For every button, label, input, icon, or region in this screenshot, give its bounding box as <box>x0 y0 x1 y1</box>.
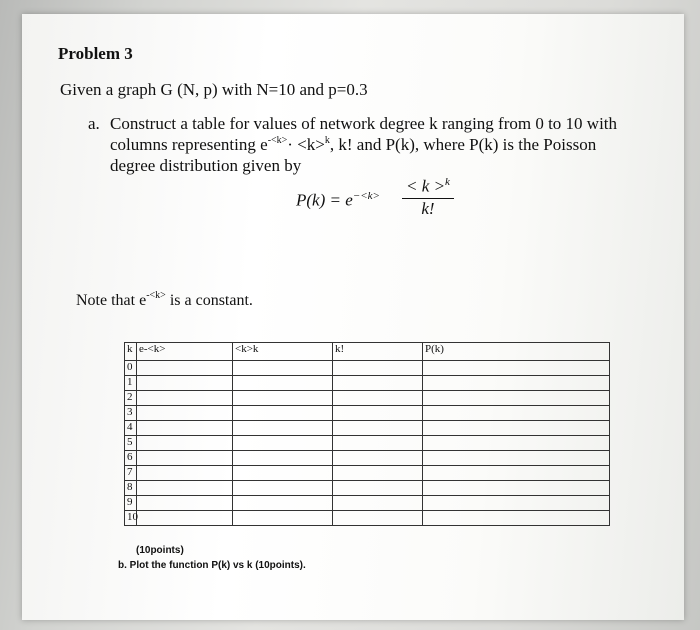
empty-cell <box>233 391 333 406</box>
k-value-cell: 5 <box>125 436 137 451</box>
k-value-cell: 9 <box>125 496 137 511</box>
note-pre: Note that e <box>76 292 147 309</box>
empty-cell <box>233 466 333 481</box>
empty-cell <box>233 451 333 466</box>
table-row <box>125 451 610 466</box>
empty-cell <box>137 451 233 466</box>
empty-cell <box>333 406 423 421</box>
empty-cell <box>423 496 610 511</box>
empty-cell <box>233 496 333 511</box>
empty-cell <box>137 421 233 436</box>
table-row <box>125 376 610 391</box>
empty-cell <box>233 361 333 376</box>
note-exp: -<k> <box>146 290 166 301</box>
empty-cell <box>423 361 610 376</box>
empty-cell <box>137 406 233 421</box>
k-value-cell: 2 <box>125 391 137 406</box>
header-exp: e-<k> <box>137 343 233 361</box>
part-a-line-2-post: · <k> <box>287 135 325 154</box>
empty-cell <box>233 421 333 436</box>
empty-cell <box>137 496 233 511</box>
part-a-letter: a. <box>88 114 100 133</box>
empty-cell <box>333 376 423 391</box>
part-a-line-2-pre: columns representing e <box>110 135 268 154</box>
formula-numerator-text: < k > <box>406 176 446 196</box>
empty-cell <box>137 361 233 376</box>
part-a-line-3: degree distribution given by <box>110 156 302 175</box>
part-b-text: b. Plot the function P(k) vs k (10points). <box>118 560 306 571</box>
part-a-line-2 <box>110 135 596 155</box>
empty-cell <box>333 511 423 526</box>
part-a-line-2-end: , k! and P(k), where P(k) is the Poisson <box>329 135 597 154</box>
k-value-cell: 7 <box>125 466 137 481</box>
empty-cell <box>333 361 423 376</box>
empty-cell <box>333 436 423 451</box>
problem-title: Problem 3 <box>58 44 133 63</box>
formula-lhs-text: P(k) = e <box>296 190 353 210</box>
table-row <box>125 496 610 511</box>
empty-cell <box>333 466 423 481</box>
empty-cell <box>423 421 610 436</box>
table-row <box>125 421 610 436</box>
k-value-cell: 1 <box>125 376 137 391</box>
part-a-exp: -<k> <box>267 135 288 146</box>
empty-cell <box>137 481 233 496</box>
empty-cell <box>137 466 233 481</box>
empty-cell <box>233 406 333 421</box>
empty-cell <box>423 406 610 421</box>
empty-cell <box>137 511 233 526</box>
empty-cell <box>333 451 423 466</box>
paper-sheet <box>22 14 684 620</box>
empty-cell <box>333 481 423 496</box>
table-header-row <box>125 343 610 361</box>
empty-cell <box>333 391 423 406</box>
table-row <box>125 466 610 481</box>
empty-cell <box>333 421 423 436</box>
k-value-cell: 8 <box>125 481 137 496</box>
table-row <box>125 511 610 526</box>
empty-cell <box>423 391 610 406</box>
note-post: is a constant. <box>165 292 253 309</box>
part-a-exp-2: k <box>324 135 330 146</box>
table-row <box>125 436 610 451</box>
empty-cell <box>233 376 333 391</box>
formula-denominator: k! <box>421 198 435 218</box>
k-value-cell: 10 <box>125 511 137 526</box>
table-row <box>125 406 610 421</box>
empty-cell <box>423 451 610 466</box>
empty-cell <box>423 481 610 496</box>
part-a-line-1: Construct a table for values of network degree k ranging from 0 to 10 with <box>110 114 618 133</box>
formula-fraction <box>402 176 454 219</box>
poisson-table <box>124 342 610 526</box>
header-factorial: k! <box>333 343 423 361</box>
k-value-cell: 3 <box>125 406 137 421</box>
formula-lhs <box>296 190 380 211</box>
problem-given: Given a graph G (N, p) with N=10 and p=0.3 <box>60 80 368 99</box>
empty-cell <box>233 436 333 451</box>
formula-numerator-exp: k <box>445 176 450 188</box>
table-row <box>125 481 610 496</box>
table-row <box>125 361 610 376</box>
formula-lhs-exp: −<k> <box>352 190 380 202</box>
k-value-cell: 6 <box>125 451 137 466</box>
header-pk: P(k) <box>423 343 610 361</box>
empty-cell <box>423 376 610 391</box>
empty-cell <box>233 481 333 496</box>
empty-cell <box>423 511 610 526</box>
points-part-a: (10points) <box>136 545 184 556</box>
header-k: k <box>125 343 137 361</box>
empty-cell <box>423 466 610 481</box>
header-k-power: <k>k <box>233 343 333 361</box>
note-text <box>76 290 253 310</box>
empty-cell <box>423 436 610 451</box>
k-value-cell: 4 <box>125 421 137 436</box>
empty-cell <box>137 391 233 406</box>
empty-cell <box>137 376 233 391</box>
empty-cell <box>233 511 333 526</box>
table-row <box>125 391 610 406</box>
formula-numerator <box>402 176 454 199</box>
empty-cell <box>333 496 423 511</box>
empty-cell <box>137 436 233 451</box>
k-value-cell: 0 <box>125 361 137 376</box>
